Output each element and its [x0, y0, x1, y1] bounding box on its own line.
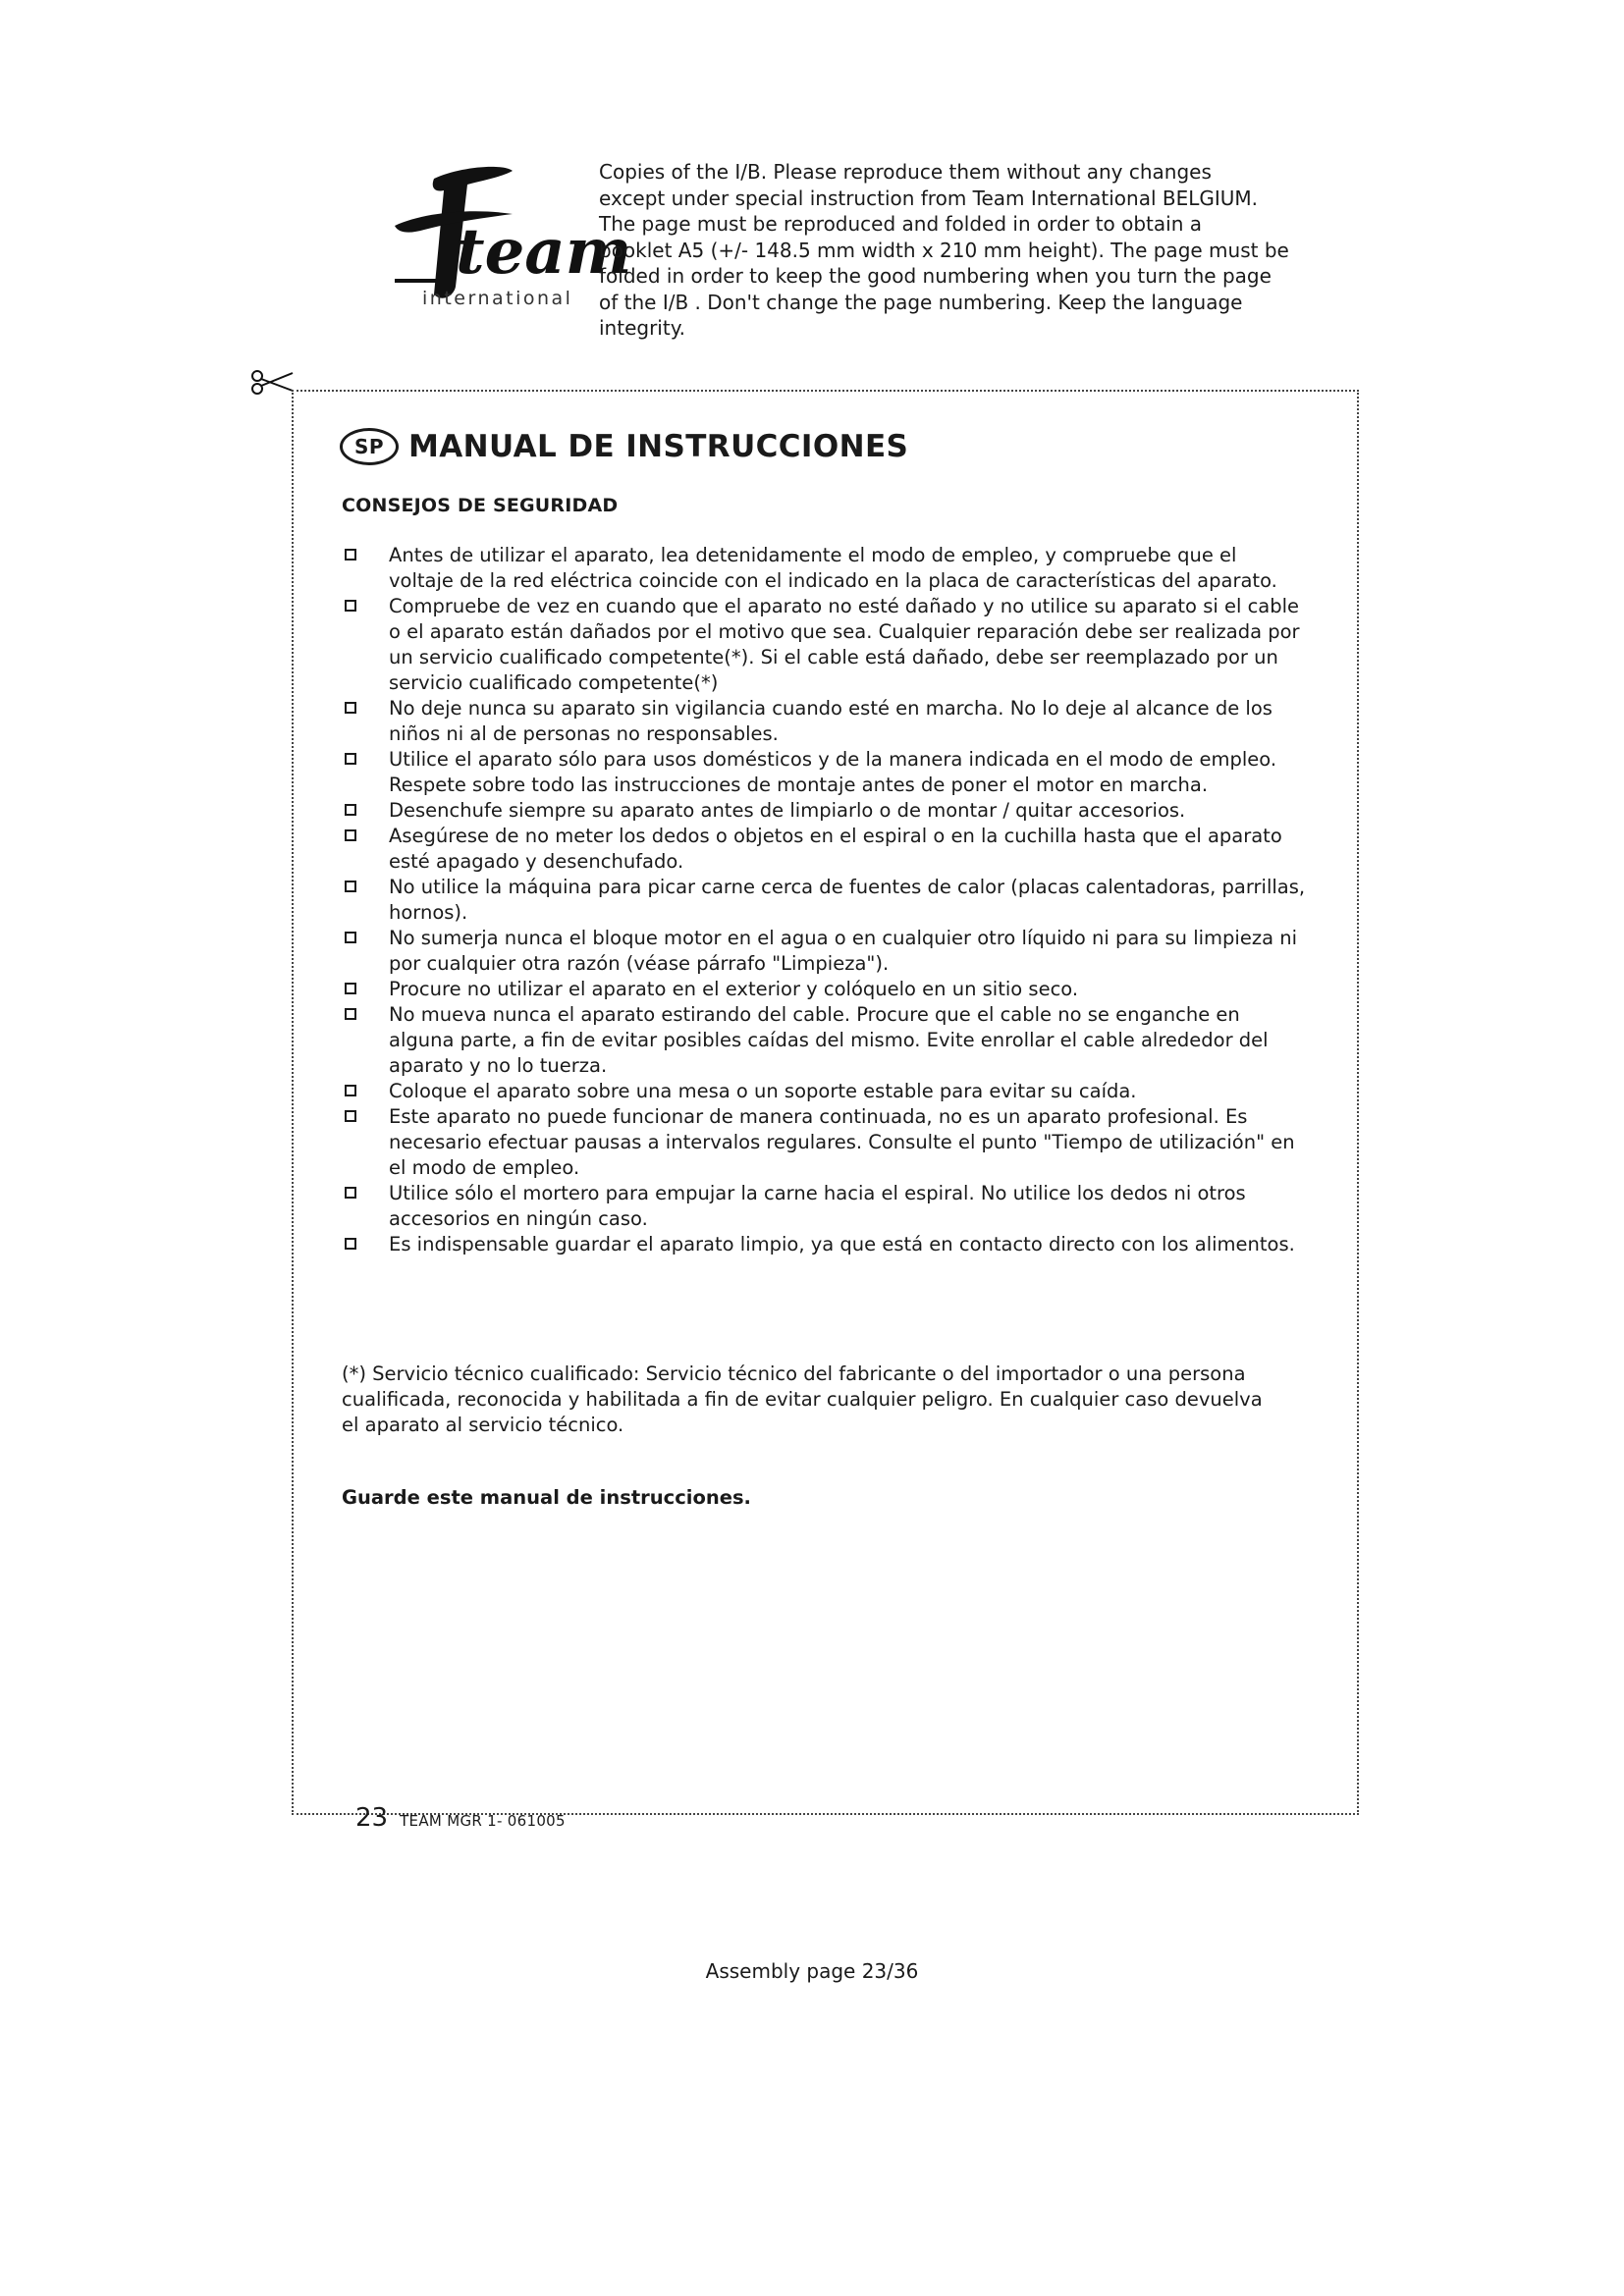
checkbox-bullet-icon — [345, 932, 356, 943]
copy-instructions-line: of the I/B . Don't change the page numbering. Keep the language — [599, 290, 1243, 314]
manual-title — [340, 424, 908, 469]
checkbox-bullet-icon — [345, 753, 356, 765]
checkbox-bullet-icon — [345, 1187, 356, 1199]
manual-title-text: MANUAL DE INSTRUCCIONES — [408, 429, 909, 464]
page-number: 23 — [355, 1803, 389, 1833]
copy-instructions-line: The page must be reproduced and folded in order to obtain a — [599, 212, 1202, 236]
copy-instructions — [599, 159, 1316, 342]
keep-manual-note: Guarde este manual de instrucciones. — [342, 1486, 751, 1509]
team-international-logo — [365, 157, 632, 329]
list-item: No utilice la máquina para picar carne cerca de fuentes de calor (placas calentadoras, parrillas, hornos). — [340, 875, 1307, 926]
page-footer — [355, 1803, 566, 1833]
team-logo-icon — [365, 157, 632, 329]
list-item: Antes de utilizar el aparato, lea detenidamente el modo de empleo, y compruebe que el voltaje de la red eléctrica coincide con el indicado en la placa de características del aparato. — [340, 543, 1307, 594]
service-footnote: (*) Servicio técnico cualificado: Servicio técnico del fabricante o del importador o una persona cualificada, reconocida y habilitada a fin de evitar cualquier peligro. En cualquier caso devuelva el aparato al servicio técnico. — [342, 1362, 1263, 1436]
svg-text:international: international — [422, 288, 573, 309]
checkbox-bullet-icon — [345, 702, 356, 714]
checkbox-bullet-icon — [345, 881, 356, 892]
document-code: TEAM MGR 1- 061005 — [400, 1812, 566, 1830]
checkbox-bullet-icon — [345, 1238, 356, 1250]
checkbox-bullet-icon — [345, 1008, 356, 1020]
copy-instructions-line: integrity. — [599, 316, 686, 340]
list-item: Procure no utilizar el aparato en el exterior y colóquelo en un sitio seco. — [340, 977, 1307, 1002]
section-heading: CONSEJOS DE SEGURIDAD — [342, 495, 619, 516]
list-item: Compruebe de vez en cuando que el aparato no esté dañado y no utilice su aparato si el cable o el aparato están dañados por el motivo que sea. Cualquier reparación debe ser realizada por un servicio cualificado competente(*). Si el cable está dañado, debe ser reemplazado por un servicio cualificado competente(*) — [340, 594, 1307, 696]
checkbox-bullet-icon — [345, 1085, 356, 1096]
checkbox-bullet-icon — [345, 1110, 356, 1122]
svg-text:team: team — [456, 215, 632, 289]
copy-instructions-line: booklet A5 (+/- 148.5 mm width x 210 mm height). The page must be — [599, 238, 1289, 262]
list-item: Coloque el aparato sobre una mesa o un soporte estable para evitar su caída. — [340, 1079, 1307, 1104]
checkbox-bullet-icon — [345, 983, 356, 994]
list-item: Este aparato no puede funcionar de manera continuada, no es un aparato profesional. Es necesario efectuar pausas a intervalos regulares. Consulte el punto "Tiempo de utilización" en el modo de empleo. — [340, 1104, 1307, 1181]
list-item: No sumerja nunca el bloque motor en el agua o en cualquier otro líquido ni para su limpieza ni por cualquier otra razón (véase párrafo "Limpieza"). — [340, 926, 1307, 977]
copy-instructions-line: except under special instruction from Team International BELGIUM. — [599, 186, 1259, 210]
list-item: No deje nunca su aparato sin vigilancia cuando esté en marcha. No lo deje al alcance de los niños ni al de personas no responsables. — [340, 696, 1307, 747]
assembly-page-label: Assembly page 23/36 — [705, 1959, 919, 1983]
copy-instructions-line: Copies of the I/B. Please reproduce them without any changes — [599, 160, 1212, 184]
list-item: Asegúrese de no meter los dedos o objetos en el espiral o en la cuchilla hasta que el aparato esté apagado y desenchufado. — [340, 824, 1307, 875]
language-badge: SP — [340, 428, 399, 465]
checkbox-bullet-icon — [345, 549, 356, 561]
copy-instructions-line: folded in order to keep the good numbering when you turn the page — [599, 264, 1272, 288]
list-item: Utilice el aparato sólo para usos domésticos y de la manera indicada en el modo de empleo. Respete sobre todo las instrucciones de montaje antes de poner el motor en marcha. — [340, 747, 1307, 798]
list-item: Es indispensable guardar el aparato limpio, ya que está en contacto directo con los alimentos. — [340, 1232, 1307, 1257]
checkbox-bullet-icon — [345, 804, 356, 816]
safety-list — [340, 543, 1307, 1257]
list-item: Utilice sólo el mortero para empujar la carne hacia el espiral. No utilice los dedos ni otros accesorios en ningún caso. — [340, 1181, 1307, 1232]
list-item: Desenchufe siempre su aparato antes de limpiarlo o de montar / quitar accesorios. — [340, 798, 1307, 824]
checkbox-bullet-icon — [345, 600, 356, 612]
list-item: No mueva nunca el aparato estirando del cable. Procure que el cable no se enganche en alguna parte, a fin de evitar posibles caídas del mismo. Evite enrollar el cable alrededor del aparato y no lo tuerza. — [340, 1002, 1307, 1079]
checkbox-bullet-icon — [345, 829, 356, 841]
scissors-icon — [249, 367, 295, 397]
